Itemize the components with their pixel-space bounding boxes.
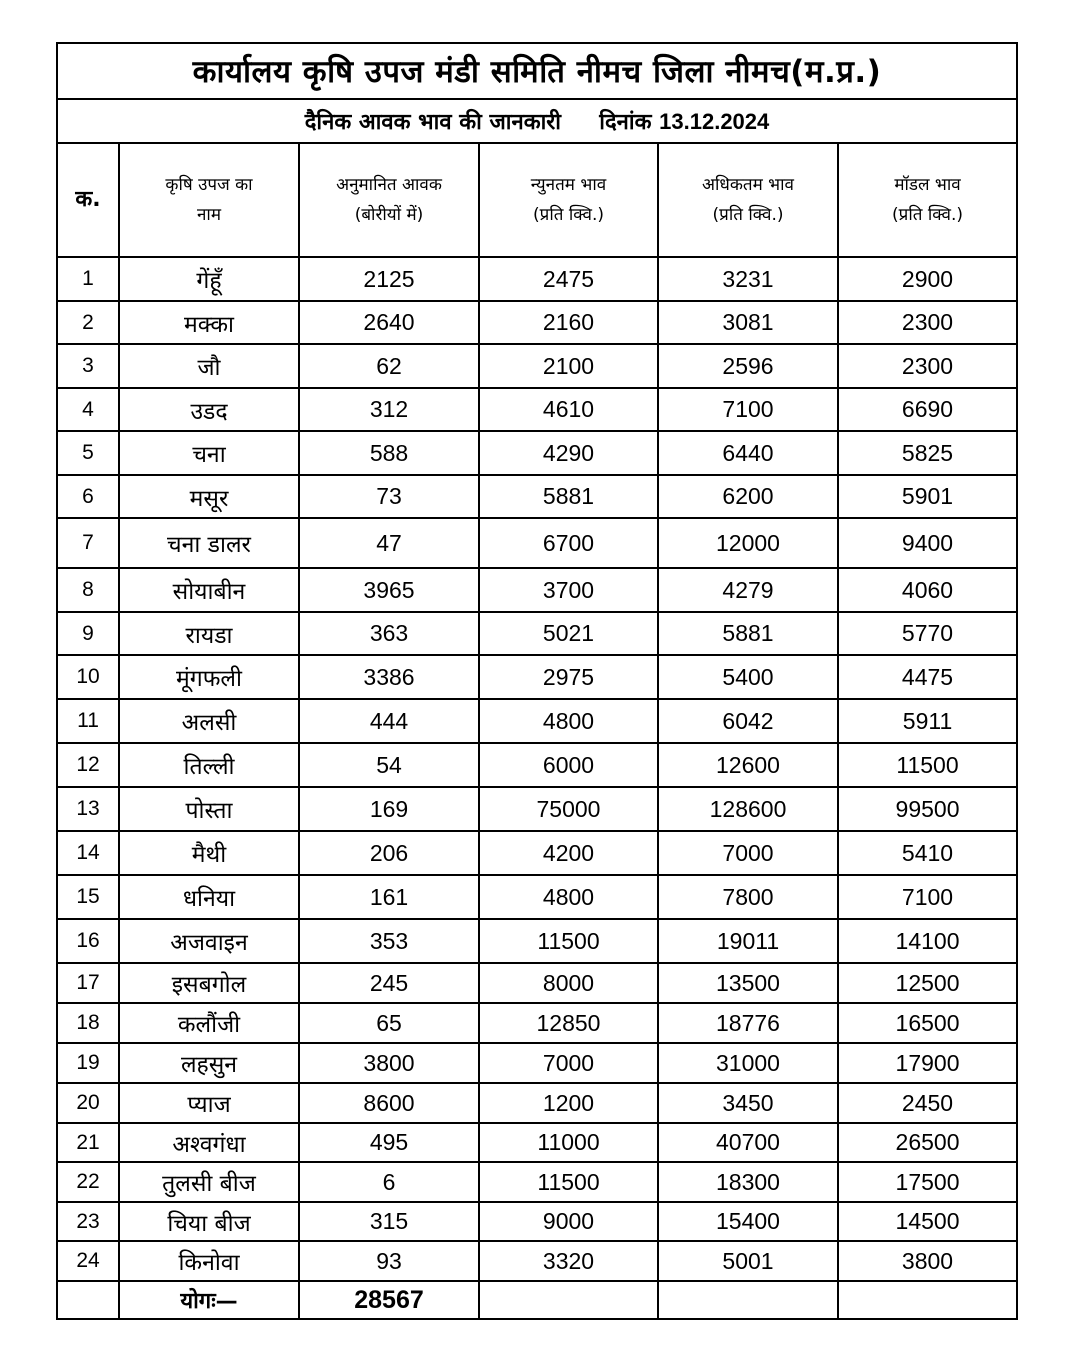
header-line: अनुमानित आवक: [336, 175, 442, 195]
serial-cell: 20: [57, 1083, 119, 1123]
modal-price-value: 26500: [838, 1123, 1017, 1162]
arrival-value: 245: [299, 963, 479, 1003]
min-price-value: 5881: [479, 475, 658, 518]
arrival-value: 2640: [299, 301, 479, 344]
table-row: [57, 875, 1017, 919]
total-empty-cell: [838, 1281, 1017, 1319]
min-price-value: 2100: [479, 344, 658, 388]
table-row: [57, 963, 1017, 1003]
min-price-value: 4290: [479, 431, 658, 475]
serial-cell: 4: [57, 388, 119, 431]
commodity-name: सोयाबीन: [119, 568, 299, 612]
modal-price-value: 17500: [838, 1162, 1017, 1202]
total-empty-cell: [658, 1281, 838, 1319]
modal-price-value: 5410: [838, 831, 1017, 875]
max-price-value: 12600: [658, 743, 838, 787]
modal-price-value: 9400: [838, 518, 1017, 568]
commodity-name: अलसी: [119, 699, 299, 743]
max-price-value: 18776: [658, 1003, 838, 1043]
serial-cell: 16: [57, 919, 119, 963]
min-price-value: 1200: [479, 1083, 658, 1123]
modal-price-value: 5770: [838, 612, 1017, 655]
header-line: न्युनतम भाव: [530, 175, 607, 195]
serial-cell: 8: [57, 568, 119, 612]
subtitle-label: दैनिक आवक भाव की जानकारी: [304, 110, 561, 135]
serial-cell: 2: [57, 301, 119, 344]
table-row: [57, 655, 1017, 699]
column-header-max-price: [658, 143, 838, 257]
commodity-name: रायडा: [119, 612, 299, 655]
modal-price-value: 4475: [838, 655, 1017, 699]
commodity-name: जौ: [119, 344, 299, 388]
serial-cell: 21: [57, 1123, 119, 1162]
min-price-value: 2475: [479, 257, 658, 301]
date-label: दिनांक: [599, 110, 652, 135]
table-row: [57, 475, 1017, 518]
max-price-value: 5400: [658, 655, 838, 699]
min-price-value: 8000: [479, 963, 658, 1003]
commodity-name: इसबगोल: [119, 963, 299, 1003]
serial-cell: 19: [57, 1043, 119, 1083]
commodity-name: पोस्ता: [119, 787, 299, 831]
arrival-value: 353: [299, 919, 479, 963]
column-header-min-price: [479, 143, 658, 257]
max-price-value: 5881: [658, 612, 838, 655]
modal-price-value: 5911: [838, 699, 1017, 743]
table-row: [57, 568, 1017, 612]
max-price-value: 3231: [658, 257, 838, 301]
min-price-value: 11000: [479, 1123, 658, 1162]
arrival-value: 3386: [299, 655, 479, 699]
table-row: [57, 301, 1017, 344]
commodity-name: चना डालर: [119, 518, 299, 568]
commodity-name: मैथी: [119, 831, 299, 875]
max-price-value: 40700: [658, 1123, 838, 1162]
modal-price-value: 99500: [838, 787, 1017, 831]
column-header-modal-price: [838, 143, 1017, 257]
commodity-name: लहसुन: [119, 1043, 299, 1083]
max-price-value: 18300: [658, 1162, 838, 1202]
max-price-value: 7000: [658, 831, 838, 875]
min-price-value: 2975: [479, 655, 658, 699]
modal-price-value: 11500: [838, 743, 1017, 787]
modal-price-value: 17900: [838, 1043, 1017, 1083]
arrival-value: 444: [299, 699, 479, 743]
modal-price-value: 2300: [838, 344, 1017, 388]
table-row: [57, 1202, 1017, 1241]
arrival-value: 206: [299, 831, 479, 875]
arrival-value: 363: [299, 612, 479, 655]
market-rate-table: [56, 42, 1018, 1320]
total-row: [57, 1281, 1017, 1319]
header-line: (बोरीयों में): [354, 205, 424, 225]
arrival-value: 93: [299, 1241, 479, 1281]
commodity-name: मूंगफली: [119, 655, 299, 699]
min-price-value: 11500: [479, 1162, 658, 1202]
arrival-value: 73: [299, 475, 479, 518]
table-row: [57, 1083, 1017, 1123]
header-line: (प्रति क्वि.): [533, 205, 604, 225]
max-price-value: 7100: [658, 388, 838, 431]
arrival-value: 54: [299, 743, 479, 787]
arrival-value: 3965: [299, 568, 479, 612]
modal-price-value: 16500: [838, 1003, 1017, 1043]
total-empty-cell: [479, 1281, 658, 1319]
page-title: कार्यालय कृषि उपज मंडी समिति नीमच जिला नीमच(म.प्र.): [57, 43, 1017, 99]
report-subtitle: [57, 99, 1017, 143]
max-price-value: 2596: [658, 344, 838, 388]
serial-cell: 10: [57, 655, 119, 699]
arrival-value: 495: [299, 1123, 479, 1162]
table-row: [57, 919, 1017, 963]
commodity-name: मसूर: [119, 475, 299, 518]
header-line: मॉडल भाव: [894, 175, 961, 195]
max-price-value: 13500: [658, 963, 838, 1003]
min-price-value: 7000: [479, 1043, 658, 1083]
serial-cell: 13: [57, 787, 119, 831]
header-line: कृषि उपज का: [165, 175, 253, 195]
arrival-value: 588: [299, 431, 479, 475]
serial-cell: 17: [57, 963, 119, 1003]
table-row: [57, 1123, 1017, 1162]
modal-price-value: 5825: [838, 431, 1017, 475]
min-price-value: 4800: [479, 875, 658, 919]
modal-price-value: 3800: [838, 1241, 1017, 1281]
modal-price-value: 2450: [838, 1083, 1017, 1123]
column-header-serial: क.: [57, 143, 119, 257]
max-price-value: 31000: [658, 1043, 838, 1083]
min-price-value: 6700: [479, 518, 658, 568]
min-price-value: 75000: [479, 787, 658, 831]
min-price-value: 3700: [479, 568, 658, 612]
serial-cell: 18: [57, 1003, 119, 1043]
max-price-value: 6042: [658, 699, 838, 743]
total-empty-cell: [57, 1281, 119, 1319]
max-price-value: 7800: [658, 875, 838, 919]
serial-cell: 6: [57, 475, 119, 518]
commodity-name: तुलसी बीज: [119, 1162, 299, 1202]
serial-cell: 15: [57, 875, 119, 919]
total-arrival: 28567: [299, 1281, 479, 1319]
commodity-name: कलौंजी: [119, 1003, 299, 1043]
min-price-value: 9000: [479, 1202, 658, 1241]
column-header-arrival: [299, 143, 479, 257]
commodity-name: किनोवा: [119, 1241, 299, 1281]
commodity-name: अजवाइन: [119, 919, 299, 963]
min-price-value: 4200: [479, 831, 658, 875]
commodity-name: उडद: [119, 388, 299, 431]
serial-cell: 3: [57, 344, 119, 388]
commodity-name: चिया बीज: [119, 1202, 299, 1241]
max-price-value: 3450: [658, 1083, 838, 1123]
arrival-value: 169: [299, 787, 479, 831]
min-price-value: 4610: [479, 388, 658, 431]
modal-price-value: 14500: [838, 1202, 1017, 1241]
max-price-value: 19011: [658, 919, 838, 963]
min-price-value: 4800: [479, 699, 658, 743]
modal-price-value: 7100: [838, 875, 1017, 919]
arrival-value: 65: [299, 1003, 479, 1043]
serial-cell: 22: [57, 1162, 119, 1202]
max-price-value: 5001: [658, 1241, 838, 1281]
serial-cell: 5: [57, 431, 119, 475]
column-header-commodity: [119, 143, 299, 257]
arrival-value: 3800: [299, 1043, 479, 1083]
serial-cell: 1: [57, 257, 119, 301]
header-line: नाम: [196, 205, 221, 225]
table-row: [57, 1162, 1017, 1202]
arrival-value: 2125: [299, 257, 479, 301]
serial-cell: 7: [57, 518, 119, 568]
min-price-value: 12850: [479, 1003, 658, 1043]
serial-cell: 9: [57, 612, 119, 655]
max-price-value: 12000: [658, 518, 838, 568]
modal-price-value: 14100: [838, 919, 1017, 963]
arrival-value: 8600: [299, 1083, 479, 1123]
min-price-value: 3320: [479, 1241, 658, 1281]
header-line: (प्रति क्वि.): [712, 205, 784, 225]
max-price-value: 15400: [658, 1202, 838, 1241]
commodity-name: गेंहूँ: [119, 257, 299, 301]
table-row: [57, 1241, 1017, 1281]
modal-price-value: 5901: [838, 475, 1017, 518]
serial-cell: 23: [57, 1202, 119, 1241]
modal-price-value: 12500: [838, 963, 1017, 1003]
table-row: [57, 743, 1017, 787]
table-row: [57, 1003, 1017, 1043]
report-date: 13.12.2024: [659, 109, 770, 134]
table-row: [57, 699, 1017, 743]
min-price-value: 5021: [479, 612, 658, 655]
modal-price-value: 2900: [838, 257, 1017, 301]
arrival-value: 315: [299, 1202, 479, 1241]
max-price-value: 6440: [658, 431, 838, 475]
table-row: [57, 344, 1017, 388]
modal-price-value: 2300: [838, 301, 1017, 344]
table-row: [57, 612, 1017, 655]
serial-cell: 12: [57, 743, 119, 787]
max-price-value: 128600: [658, 787, 838, 831]
table-row: [57, 257, 1017, 301]
modal-price-value: 4060: [838, 568, 1017, 612]
commodity-name: तिल्ली: [119, 743, 299, 787]
max-price-value: 3081: [658, 301, 838, 344]
max-price-value: 6200: [658, 475, 838, 518]
commodity-name: धनिया: [119, 875, 299, 919]
commodity-name: चना: [119, 431, 299, 475]
modal-price-value: 6690: [838, 388, 1017, 431]
serial-cell: 11: [57, 699, 119, 743]
arrival-value: 6: [299, 1162, 479, 1202]
table-row: [57, 518, 1017, 568]
serial-cell: 14: [57, 831, 119, 875]
table-row: [57, 1043, 1017, 1083]
arrival-value: 161: [299, 875, 479, 919]
table-row: [57, 431, 1017, 475]
min-price-value: 2160: [479, 301, 658, 344]
min-price-value: 11500: [479, 919, 658, 963]
total-label: योगः—: [119, 1281, 299, 1319]
table-row: [57, 831, 1017, 875]
header-line: अधिकतम भाव: [702, 175, 794, 195]
max-price-value: 4279: [658, 568, 838, 612]
arrival-value: 47: [299, 518, 479, 568]
arrival-value: 62: [299, 344, 479, 388]
arrival-value: 312: [299, 388, 479, 431]
header-line: (प्रति क्वि.): [892, 205, 963, 225]
commodity-name: अश्वगंधा: [119, 1123, 299, 1162]
table-row: [57, 388, 1017, 431]
commodity-name: मक्का: [119, 301, 299, 344]
table-row: [57, 787, 1017, 831]
serial-cell: 24: [57, 1241, 119, 1281]
commodity-name: प्याज: [119, 1083, 299, 1123]
min-price-value: 6000: [479, 743, 658, 787]
